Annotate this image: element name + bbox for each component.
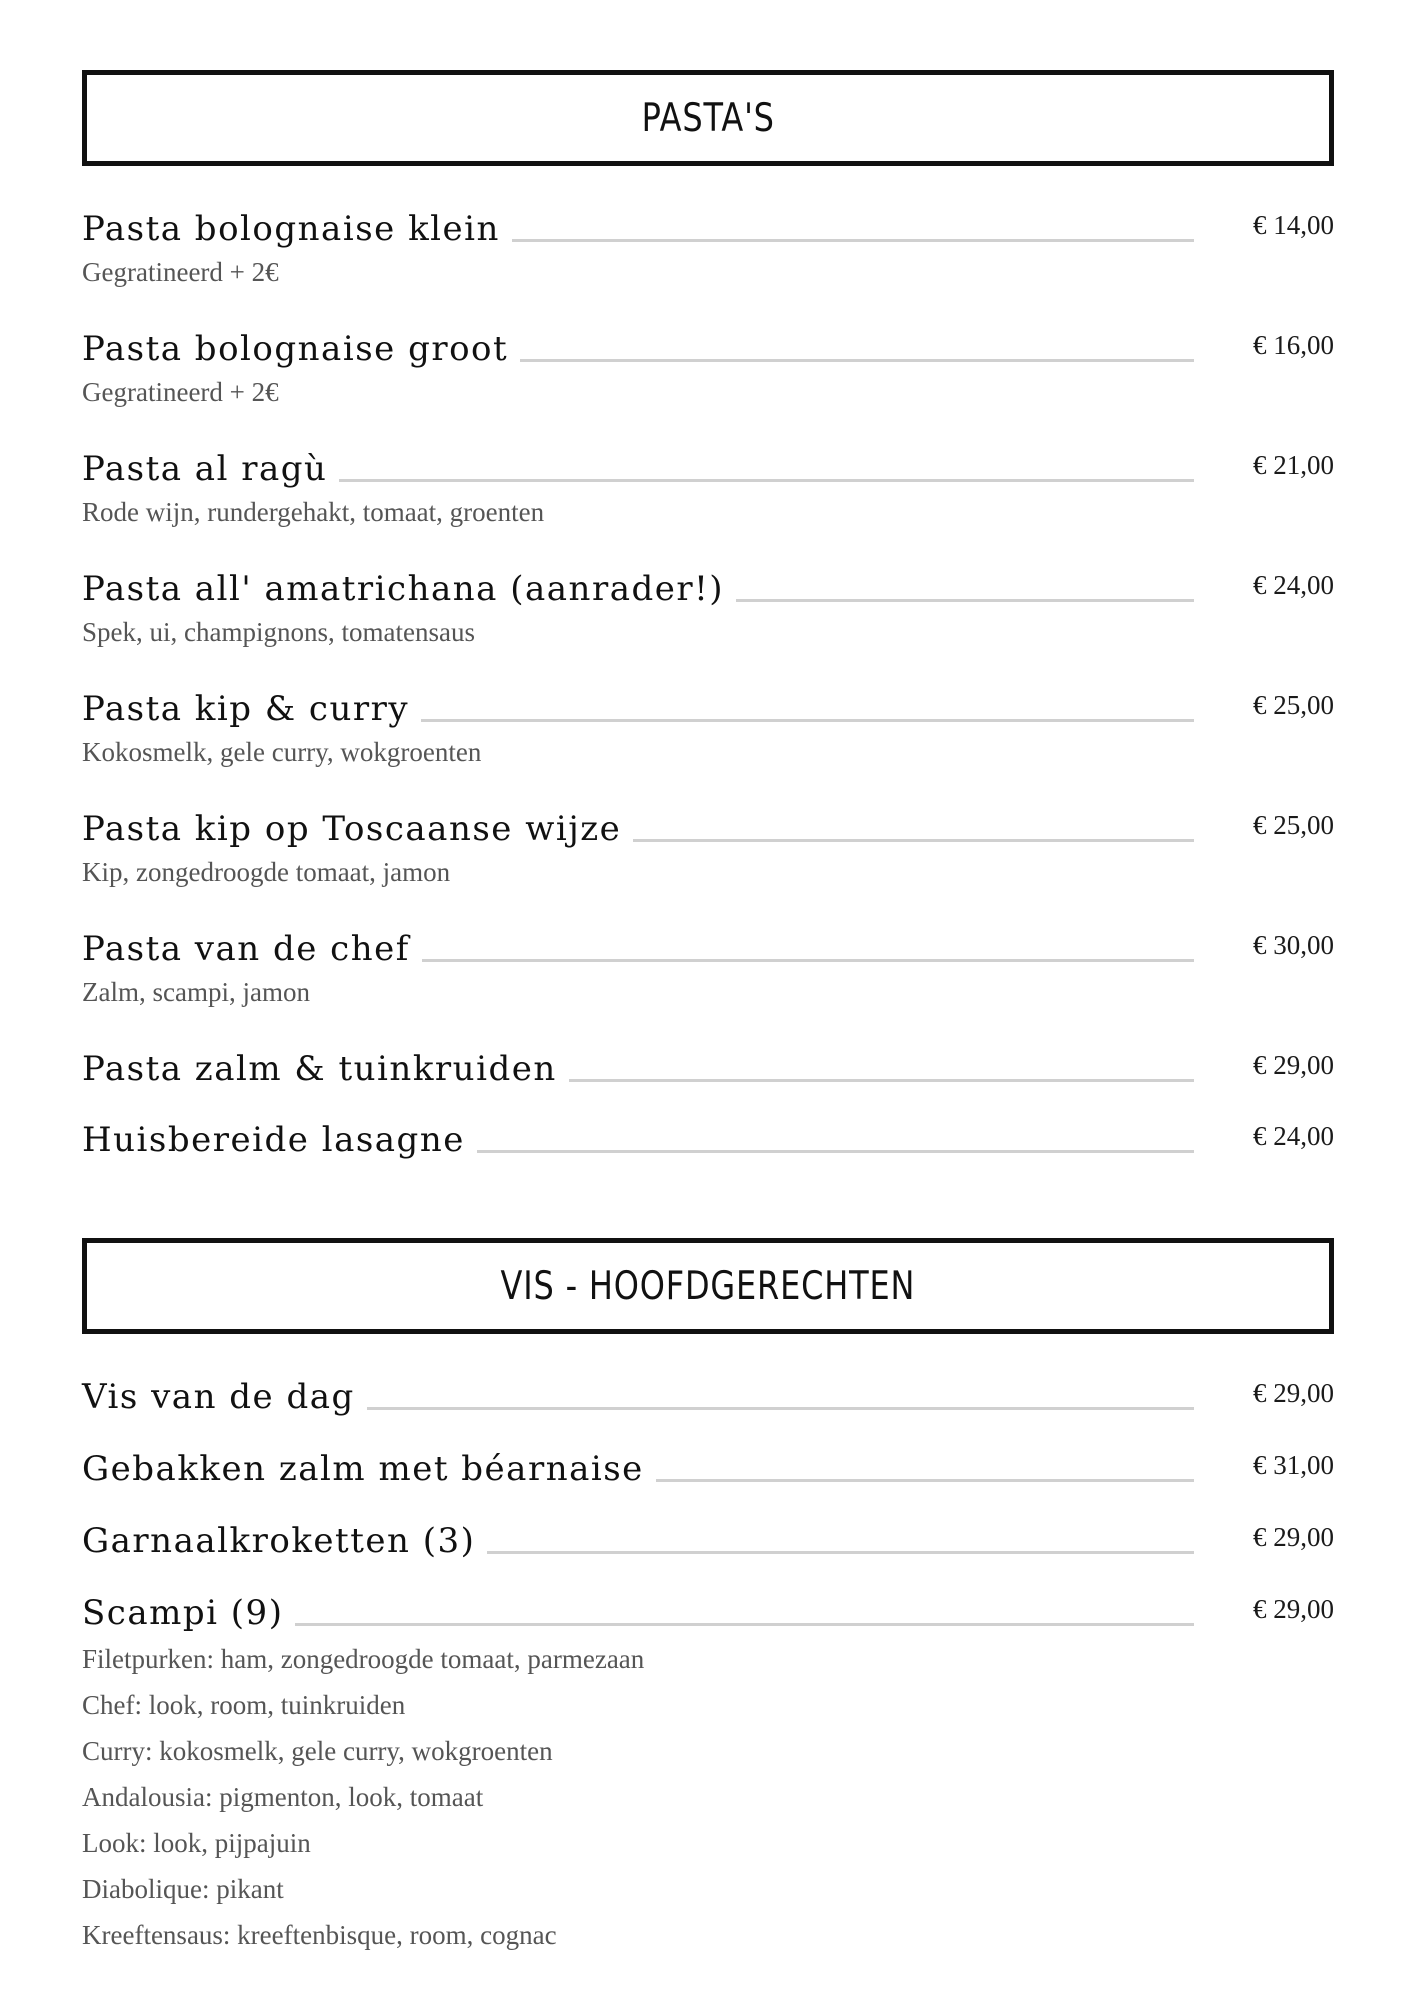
item-description: Spek, ui, champignons, tomatensaus bbox=[82, 617, 475, 647]
item-name: Scampi (9) bbox=[82, 1593, 284, 1633]
item-price: € 31,00 bbox=[1253, 1450, 1334, 1480]
item-name: Pasta kip & curry bbox=[82, 689, 410, 729]
leader-line bbox=[421, 719, 1194, 722]
leader-line bbox=[512, 239, 1194, 242]
leader-line bbox=[569, 1079, 1194, 1082]
item-name: Pasta all' amatrichana (aanrader!) bbox=[82, 569, 725, 609]
menu-page bbox=[82, 70, 1334, 1958]
menu-item bbox=[82, 1046, 1334, 1092]
leader-line bbox=[487, 1551, 1194, 1554]
item-price: € 29,00 bbox=[1253, 1522, 1334, 1552]
menu-item bbox=[82, 1374, 1334, 1420]
leader-line bbox=[736, 599, 1194, 602]
item-description: Rode wijn, rundergehakt, tomaat, groenten bbox=[82, 497, 545, 527]
menu-item bbox=[82, 1117, 1334, 1163]
item-price: € 25,00 bbox=[1253, 810, 1334, 840]
sauce-option: Curry: kokosmelk, gele curry, wokgroenten bbox=[82, 1736, 553, 1766]
leader-line bbox=[295, 1623, 1194, 1626]
item-price: € 24,00 bbox=[1253, 570, 1334, 600]
menu-item bbox=[82, 686, 1334, 770]
item-name: Garnaalkroketten (3) bbox=[82, 1521, 476, 1561]
item-description: Kokosmelk, gele curry, wokgroenten bbox=[82, 737, 482, 767]
item-name: Pasta bolognaise groot bbox=[82, 329, 509, 369]
item-price: € 29,00 bbox=[1253, 1050, 1334, 1080]
item-description: Gegratineerd + 2€ bbox=[82, 377, 279, 407]
menu-item bbox=[82, 566, 1334, 650]
section-header-vis bbox=[82, 1238, 1334, 1334]
leader-line bbox=[520, 359, 1194, 362]
item-name: Pasta zalm & tuinkruiden bbox=[82, 1049, 557, 1089]
item-description: Gegratineerd + 2€ bbox=[82, 257, 279, 287]
leader-line bbox=[477, 1150, 1194, 1153]
menu-item bbox=[82, 1590, 1334, 1958]
menu-item bbox=[82, 446, 1334, 530]
item-name: Pasta van de chef bbox=[82, 929, 410, 969]
item-price: € 30,00 bbox=[1253, 930, 1334, 960]
item-price: € 29,00 bbox=[1253, 1594, 1334, 1624]
leader-line bbox=[339, 479, 1194, 482]
section-header-pastas bbox=[82, 70, 1334, 166]
menu-item bbox=[82, 806, 1334, 890]
item-name: Gebakken zalm met béarnaise bbox=[82, 1449, 644, 1489]
item-price: € 14,00 bbox=[1253, 210, 1334, 240]
leader-line bbox=[367, 1407, 1194, 1410]
scampi-sauce-options bbox=[82, 1636, 1334, 1958]
menu-item bbox=[82, 1518, 1334, 1564]
item-name: Pasta al ragù bbox=[82, 449, 328, 489]
item-price: € 29,00 bbox=[1253, 1378, 1334, 1408]
menu-item bbox=[82, 1446, 1334, 1492]
item-price: € 24,00 bbox=[1253, 1121, 1334, 1151]
leader-line bbox=[633, 839, 1194, 842]
sauce-option: Andalousia: pigmenton, look, tomaat bbox=[82, 1782, 484, 1812]
item-price: € 25,00 bbox=[1253, 690, 1334, 720]
menu-item bbox=[82, 926, 1334, 1010]
leader-line bbox=[656, 1479, 1194, 1482]
item-name: Pasta bolognaise klein bbox=[82, 209, 500, 249]
section-title: VIS - HOOFDGERECHTEN bbox=[500, 1263, 916, 1309]
menu-item bbox=[82, 326, 1334, 410]
sauce-option: Kreeftensaus: kreeftenbisque, room, cognac bbox=[82, 1920, 557, 1950]
leader-line bbox=[422, 959, 1194, 962]
sauce-option: Chef: look, room, tuinkruiden bbox=[82, 1690, 406, 1720]
menu-item bbox=[82, 206, 1334, 290]
item-name: Pasta kip op Toscaanse wijze bbox=[82, 809, 622, 849]
section-title: PASTA'S bbox=[641, 95, 775, 141]
item-description: Kip, zongedroogde tomaat, jamon bbox=[82, 857, 451, 887]
item-price: € 16,00 bbox=[1253, 330, 1334, 360]
item-description: Zalm, scampi, jamon bbox=[82, 977, 310, 1007]
item-price: € 21,00 bbox=[1253, 450, 1334, 480]
sauce-option: Diabolique: pikant bbox=[82, 1874, 284, 1904]
sauce-option: Filetpurken: ham, zongedroogde tomaat, parmezaan bbox=[82, 1644, 645, 1674]
item-name: Huisbereide lasagne bbox=[82, 1120, 465, 1160]
item-name: Vis van de dag bbox=[82, 1377, 355, 1417]
sauce-option: Look: look, pijpajuin bbox=[82, 1828, 311, 1858]
